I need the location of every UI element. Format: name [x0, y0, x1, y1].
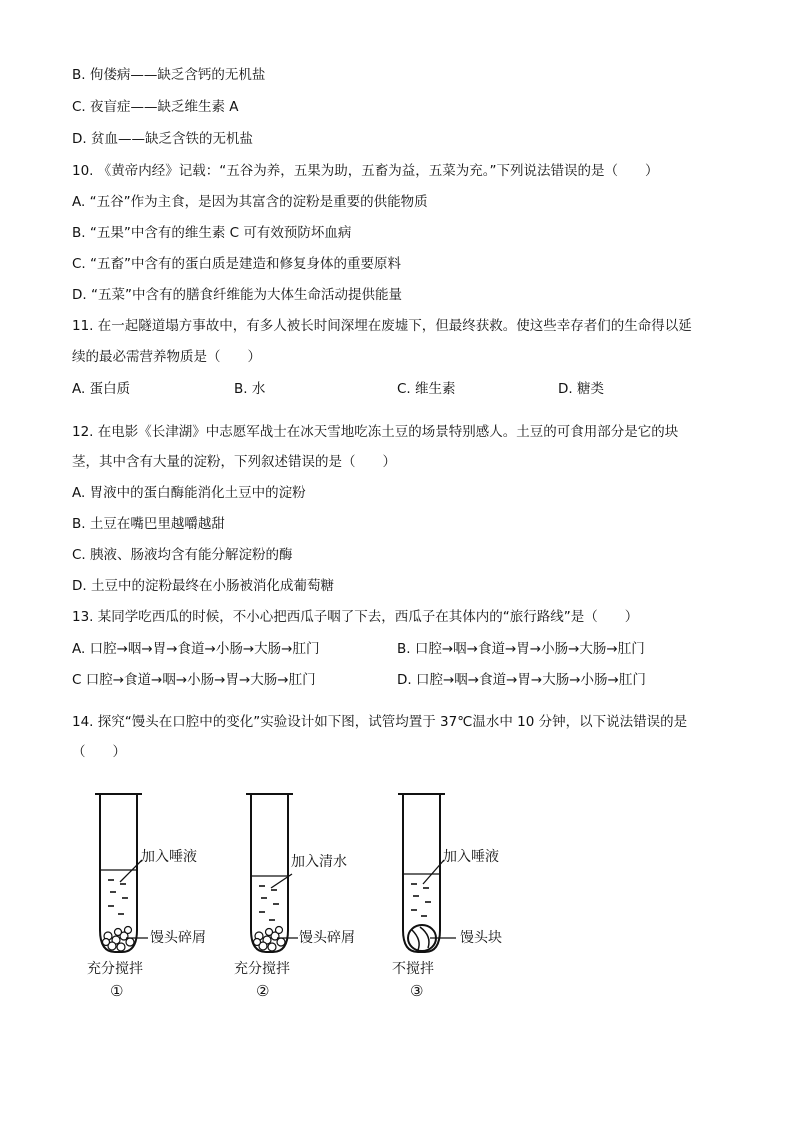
q13-option-d: D. 口腔→咽→食道→胃→大肠→小肠→肛门 — [397, 672, 646, 688]
tube2-solid-label: 馒头碎屑 — [299, 930, 355, 946]
q10-stem: 10. 《黄帝内经》记载：“五谷为养，五果为助，五畜为益，五菜为充。”下列说法错误的是（ ） — [72, 163, 659, 179]
q12-option-b: B. 土豆在嘴巴里越嚼越甜 — [72, 516, 225, 532]
q12-stem-line2: 茎，其中含有大量的淀粉，下列叙述错误的是（ ） — [72, 454, 396, 470]
bread-crumbs-2 — [254, 927, 286, 952]
tube1-solid-label: 馒头碎屑 — [150, 930, 206, 946]
q13-option-a: A. 口腔→咽→胃→食道→小肠→大肠→肛门 — [72, 641, 320, 657]
q11-option-a: A. 蛋白质 — [72, 381, 131, 397]
tube3-solid-label: 馒头块 — [460, 930, 502, 946]
q13-option-c: C 口腔→食道→咽→小肠→胃→大肠→肛门 — [72, 672, 316, 688]
q9-option-d: D. 贫血——缺乏含铁的无机盐 — [72, 131, 253, 147]
q13-stem: 13. 某同学吃西瓜的时候，不小心把西瓜子咽了下去，西瓜子在其体内的“旅行路线”是（ ） — [72, 609, 639, 625]
q14-stem-line1: 14. 探究“馒头在口腔中的变化”实验设计如下图，试管均置于 37℃温水中 10 分钟，以下说法错误的是 — [72, 714, 688, 730]
q11-option-d: D. 糖类 — [558, 381, 604, 397]
q13-option-b: B. 口腔→咽→食道→胃→小肠→大肠→肛门 — [397, 641, 645, 657]
q10-option-b: B. “五果”中含有的维生素 C 可有效预防坏血病 — [72, 225, 352, 241]
q12-option-d: D. 土豆中的淀粉最终在小肠被消化成葡萄糖 — [72, 578, 334, 594]
q14-stem-line2: （ ） — [72, 744, 126, 760]
q12-stem-line1: 12. 在电影《长津湖》中志愿军战士在冰天雪地吃冻土豆的场景特别感人。土豆的可食用部分是它的块 — [72, 424, 679, 440]
tube3-liquid-label: 加入唾液 — [443, 849, 499, 865]
q12-option-a: A. 胃液中的蛋白酶能消化土豆中的淀粉 — [72, 485, 306, 501]
tube2-liquid-label: 加入清水 — [291, 854, 347, 870]
q10-option-c: C. “五畜”中含有的蛋白质是建造和修复身体的重要原料 — [72, 256, 401, 272]
liquid-dashes — [108, 880, 431, 920]
tube2-action: 充分搅拌 — [234, 961, 290, 977]
tube3-number: ③ — [410, 982, 424, 1000]
tube2-number: ② — [256, 982, 270, 1000]
tube3-action: 不搅拌 — [392, 961, 434, 977]
q11-stem-line1: 11. 在一起隧道塌方事故中，有多人被长时间深埋在废墟下，但最终获救。使这些幸存者们的生命得以延 — [72, 318, 692, 334]
q11-option-c: C. 维生素 — [397, 381, 456, 397]
bread-crumbs-1 — [103, 927, 135, 952]
tube1-action: 充分搅拌 — [87, 961, 143, 977]
q12-option-c: C. 胰液、肠液均含有能分解淀粉的酶 — [72, 547, 293, 563]
q10-option-a: A. “五谷”作为主食，是因为其富含的淀粉是重要的供能物质 — [72, 194, 428, 210]
q9-option-c: C. 夜盲症——缺乏维生素 A — [72, 99, 239, 115]
q11-stem-line2: 续的最必需营养物质是（ ） — [72, 349, 261, 365]
q10-option-d: D. “五菜”中含有的膳食纤维能为大体生命活动提供能量 — [72, 287, 402, 303]
q11-option-b: B. 水 — [234, 381, 266, 397]
tube1-number: ① — [110, 982, 124, 1000]
q9-option-b: B. 佝偻病——缺乏含钙的无机盐 — [72, 67, 266, 83]
tube1-liquid-label: 加入唾液 — [141, 849, 197, 865]
